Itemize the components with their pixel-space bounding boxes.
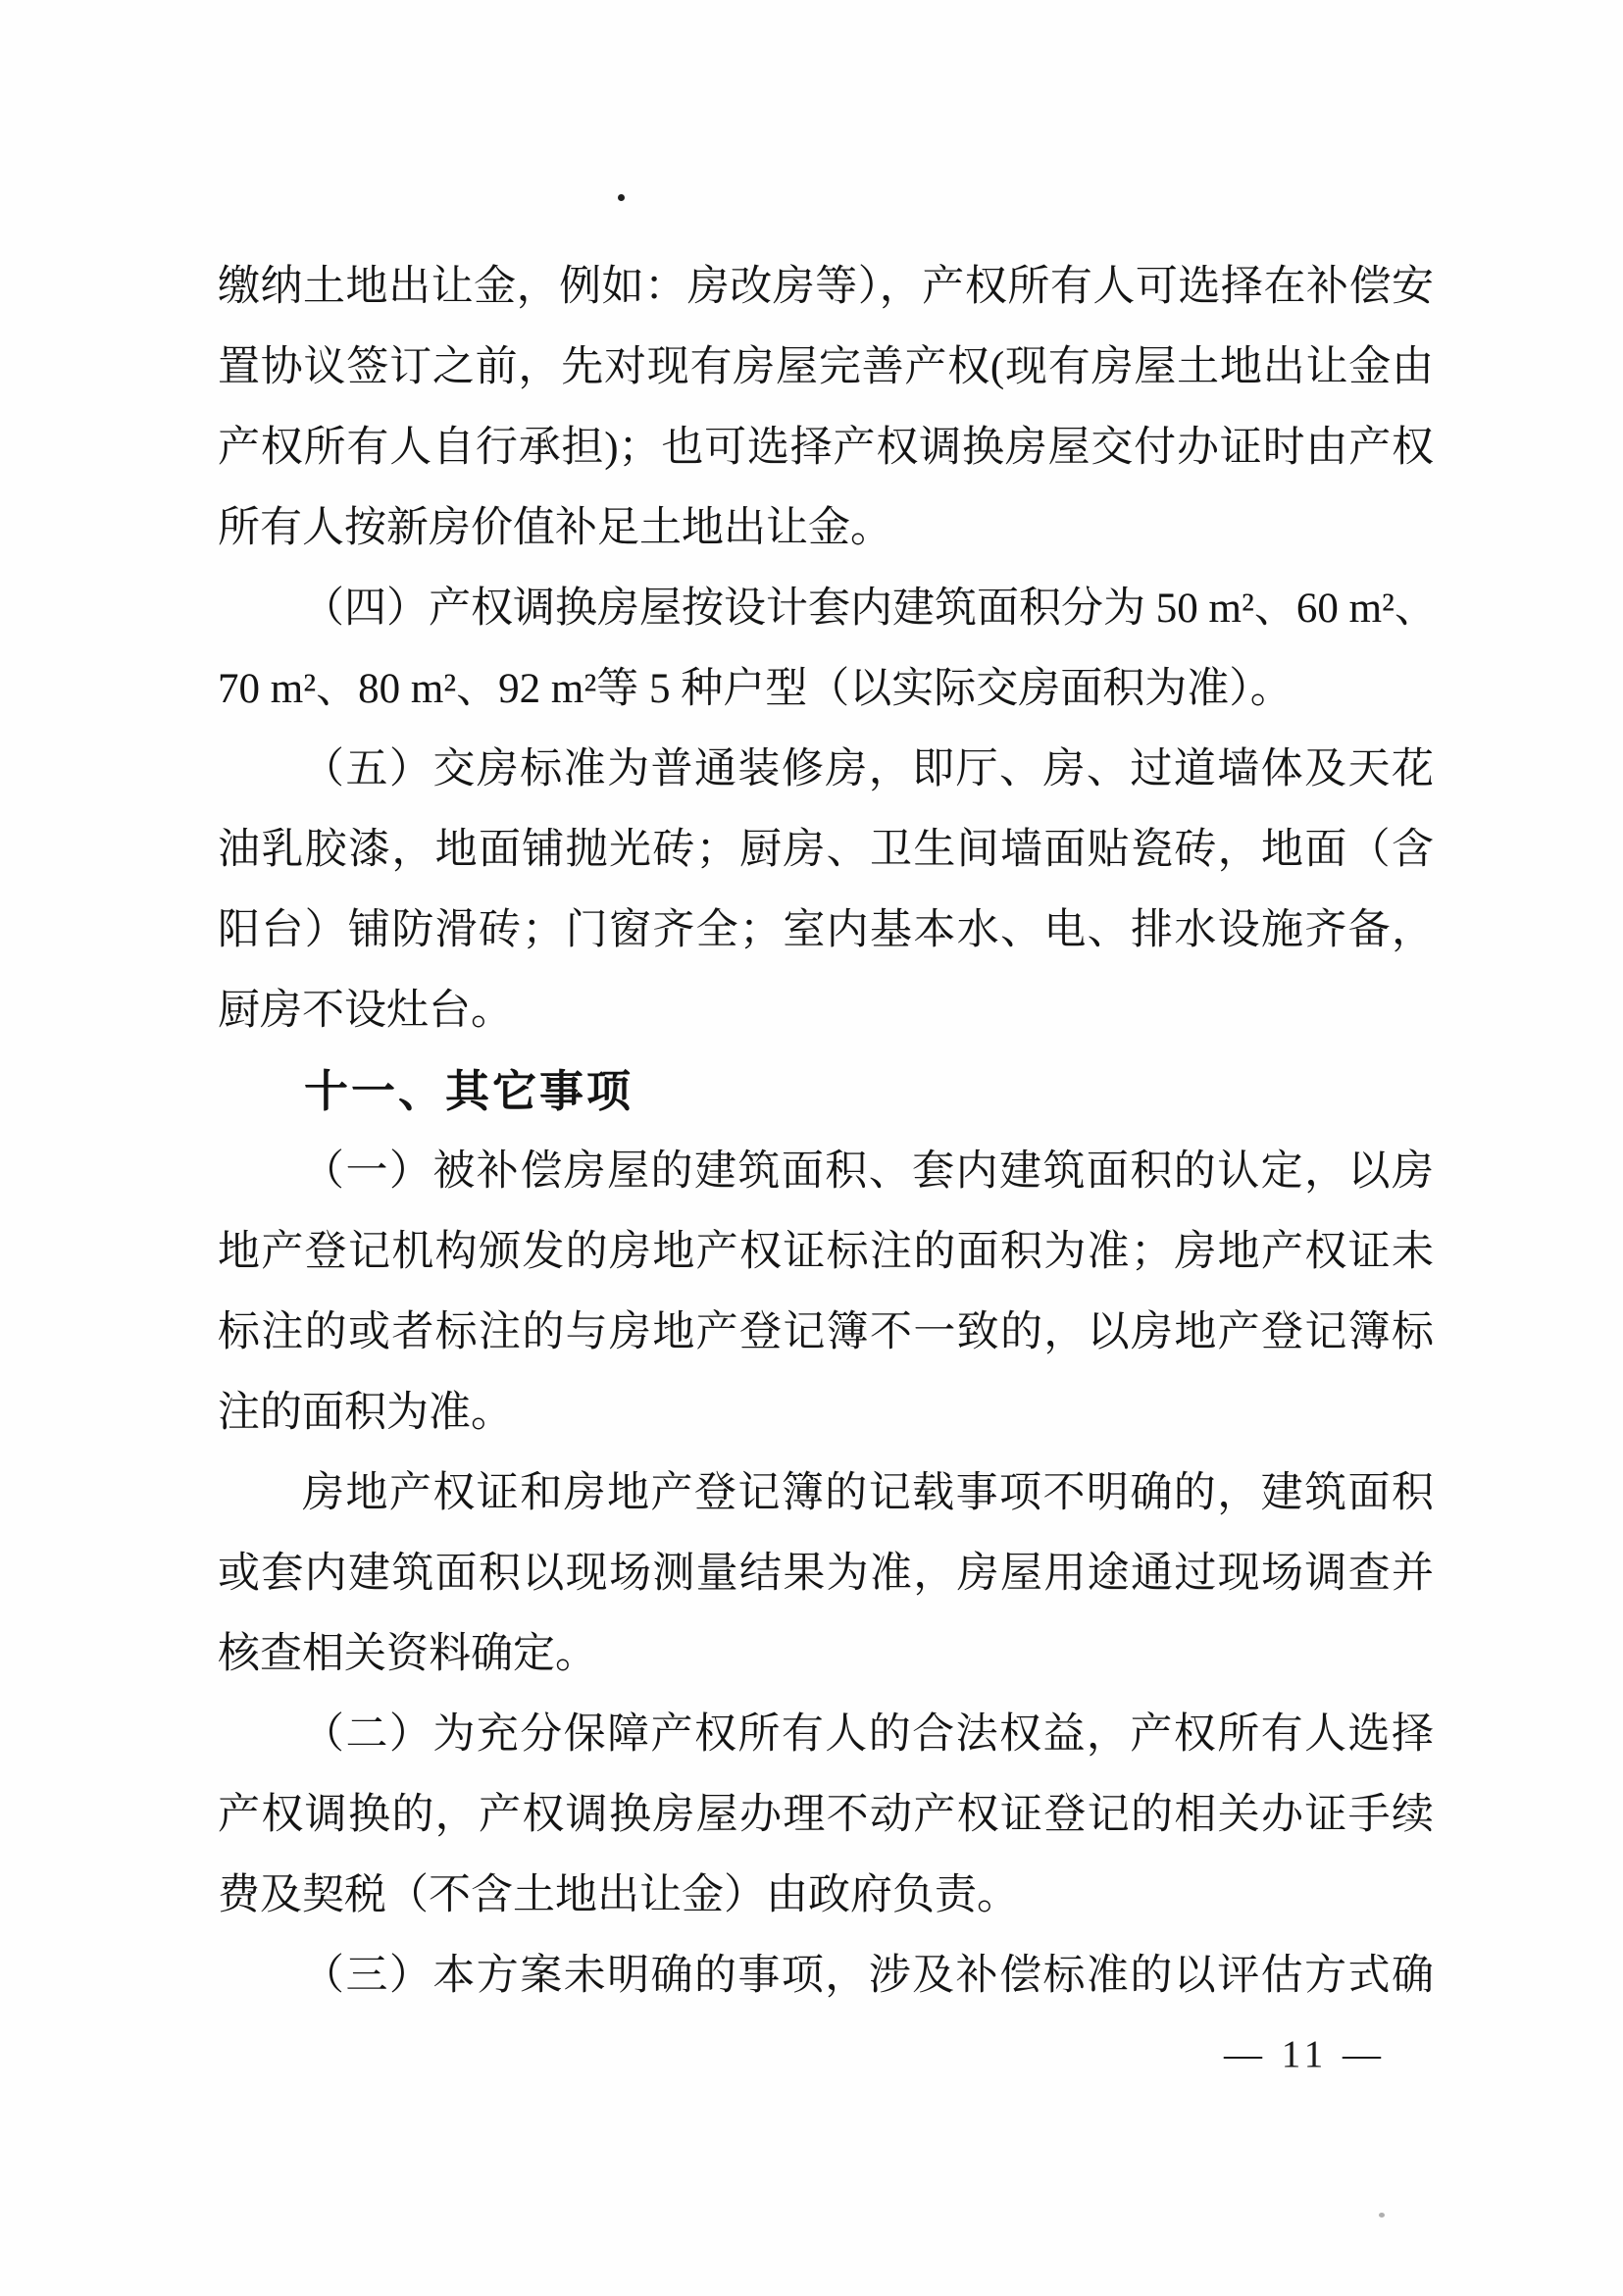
text-line: 产权所有人自行承担)；也可选择产权调换房屋交付办证时由产权 <box>218 425 1434 471</box>
section-heading: 十一、其它事项 <box>304 1066 634 1116</box>
text-line: 70 m²、80 m²、92 m²等 5 种户型（以实际交房面积为准）。 <box>218 666 1293 712</box>
text-line: 所有人按新房价值补足土地出让金。 <box>218 505 892 551</box>
document-body <box>218 247 1437 2016</box>
text-line: （一）被补偿房屋的建筑面积、套内建筑面积的认定，以房 <box>302 1148 1434 1195</box>
text-line: 阳台）铺防滑砖；门窗齐全；室内基本水、电、排水设施齐备， <box>218 907 1434 953</box>
text-line: （三）本方案未明确的事项，涉及补偿标准的以评估方式确 <box>302 1953 1434 1999</box>
ink-speck <box>1379 2213 1385 2218</box>
text-line: 标注的或者标注的与房地产登记簿不一致的，以房地产登记簿标 <box>218 1309 1434 1355</box>
text-line: 地产登记机构颁发的房地产权证标注的面积为准；房地产权证未 <box>218 1229 1434 1275</box>
text-line: （四）产权调换房屋按设计套内建筑面积分为 50 m²、60 m²、 <box>302 586 1437 632</box>
text-line: 核查相关资料确定。 <box>218 1631 597 1677</box>
text-line: 注的面积为准。 <box>218 1390 513 1436</box>
text-line: 厨房不设灶台。 <box>218 988 513 1034</box>
text-line: 置协议签订之前，先对现有房屋完善产权(现有房屋土地出让金由 <box>218 344 1434 390</box>
text-line: 费及契税（不含土地出让金）由政府负责。 <box>218 1872 1019 1918</box>
text-line: 房地产权证和房地产登记簿的记载事项不明确的，建筑面积 <box>302 1470 1434 1516</box>
ink-dot <box>618 194 625 201</box>
text-line: 或套内建筑面积以现场测量结果为准，房屋用途通过现场调查并 <box>218 1551 1434 1597</box>
text-line: 产权调换的，产权调换房屋办理不动产权证登记的相关办证手续 <box>218 1792 1434 1838</box>
text-line: 油乳胶漆，地面铺抛光砖；厨房、卫生间墙面贴瓷砖，地面（含 <box>218 827 1434 873</box>
text-line: （五）交房标准为普通装修房，即厅、房、过道墙体及天花 <box>302 746 1434 792</box>
text-line: 缴纳土地出让金，例如：房改房等），产权所有人可选择在补偿安 <box>218 264 1434 310</box>
page-number: — 11 — <box>1224 2033 1387 2075</box>
text-line: （二）为充分保障产权所有人的合法权益，产权所有人选择 <box>302 1711 1434 1758</box>
